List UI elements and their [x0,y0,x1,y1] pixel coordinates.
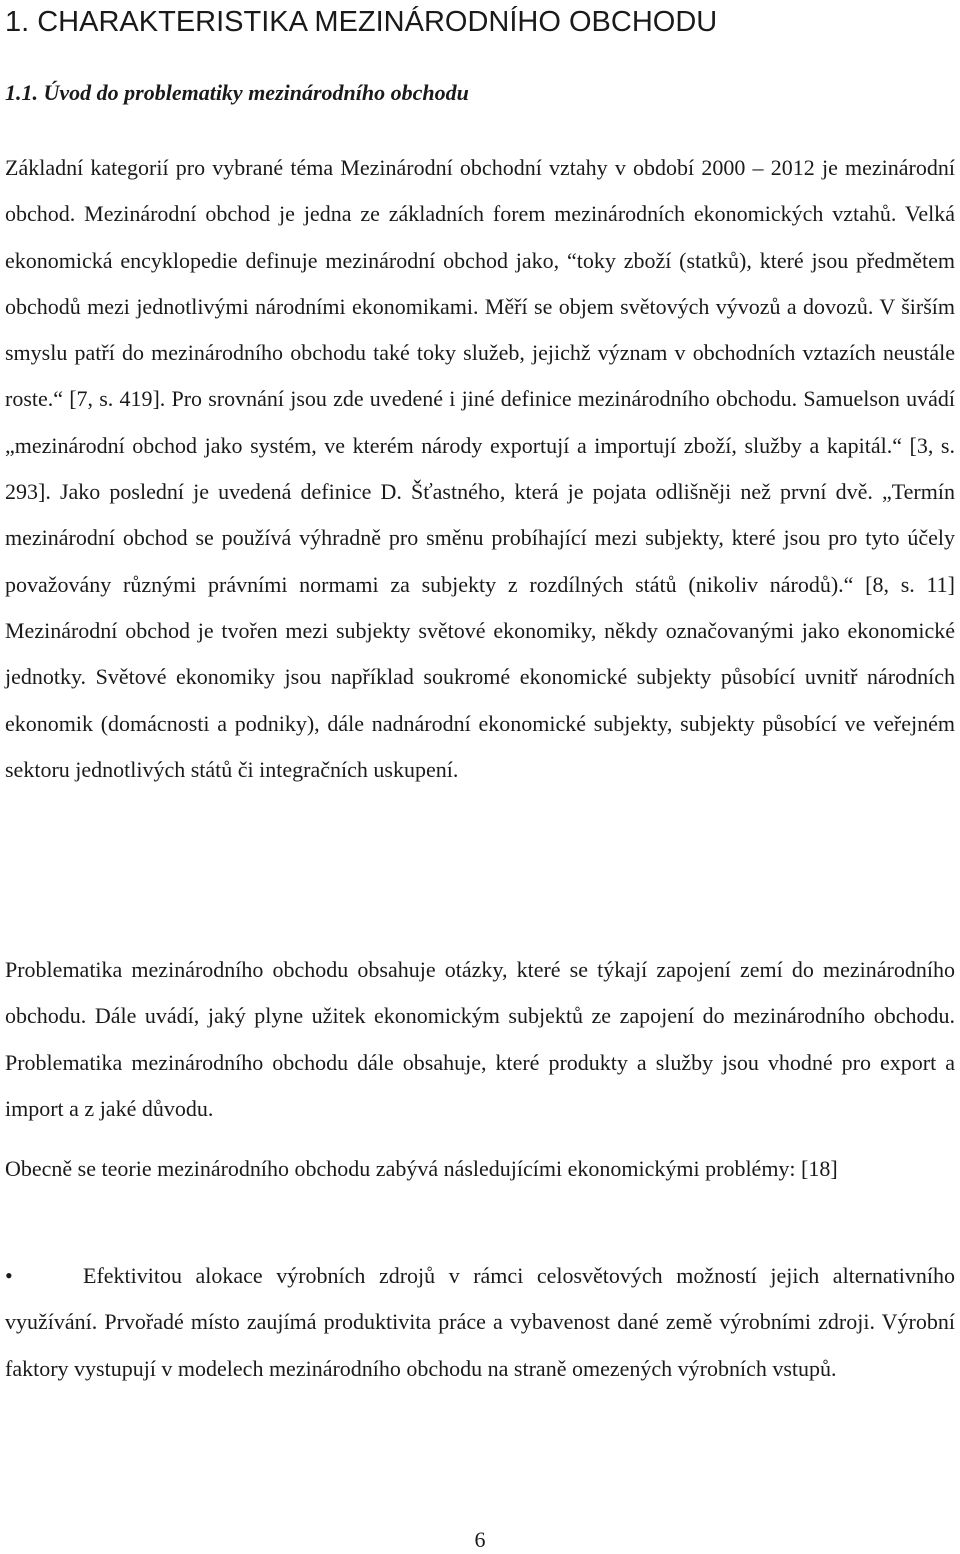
bullet-icon: • [5,1263,13,1288]
list-item [5,1253,955,1392]
list-item-text: Efektivitou alokace výrobních zdrojů v rámci celosvětových možností jejich alternativního využívání. Prvořadé místo zaujímá produktivita práce a vybavenost dané země výrobními zdroji. Výrobní faktory vystupují v modelech mezinárodního obchodu na straně omezených výrobních vstupů. [5,1263,955,1381]
paragraph-definitions: Základní kategorií pro vybrané téma Mezinárodní obchodní vztahy v období 2000 – 2012 je mezinárodní obchod. Mezinárodní obchod je jedna ze základních forem mezinárodních ekonomických vztahů. Velká ekonomická encyklopedie definuje mezinárodní obchod jako, “toky zboží (statků), které jsou předmětem obchodů mezi jednotlivými národními ekonomikami. Měří se objem světových vývozů a dovozů. V širším smyslu patří do mezinárodního obchodu také toky služeb, jejichž význam v obchodních vztazích neustále roste.“ [7, s. 419]. Pro srovnání jsou zde uvedené i jiné definice mezinárodního obchodu. Samuelson uvádí „mezinárodní obchod jako systém, ve kterém národy exportují a importují zboží, služby a kapitál.“ [3, s. 293]. Jako poslední je uvedená definice D. Šťastného, která je pojata odlišněji než první dvě. „Termín mezinárodní obchod se používá výhradně pro směnu probíhající mezi subjekty, které jsou pro tyto účely považovány různými právními normami za subjekty z rozdílných států (nikoliv národů).“ [8, s. 11] Mezinárodní obchod je tvořen mezi subjekty světové ekonomiky, někdy označovanými jako ekonomické jednotky. Světové ekonomiky jsou například soukromé ekonomické subjekty působící uvnitř národních ekonomik (domácnosti a podniky), dále nadnárodní ekonomické subjekty, subjekty působící ve veřejném sektoru jednotlivých států či integračních uskupení. [5,155,955,782]
paragraph-problematika: Problematika mezinárodního obchodu obsahuje otázky, které se týkají zapojení zemí do mezinárodního obchodu. Dále uvádí, jaký plyne užitek ekonomickým subjektů ze zapojení do mezinárodního obchodu. Problematika mezinárodního obchodu dále obsahuje, které produkty a služby jsou vhodné pro export a import a z jaké důvodu. [5,957,955,1121]
page-number: 6 [474,1527,486,1552]
section-subheading: 1.1. Úvod do problematiky mezinárodního obchodu [5,80,469,105]
chapter-heading: 1. CHARAKTERISTIKA MEZINÁRODNÍHO OBCHODU [5,6,718,38]
paragraph-obecne: Obecně se teorie mezinárodního obchodu zabývá následujícími ekonomickými problémy: [18] [5,1156,838,1181]
